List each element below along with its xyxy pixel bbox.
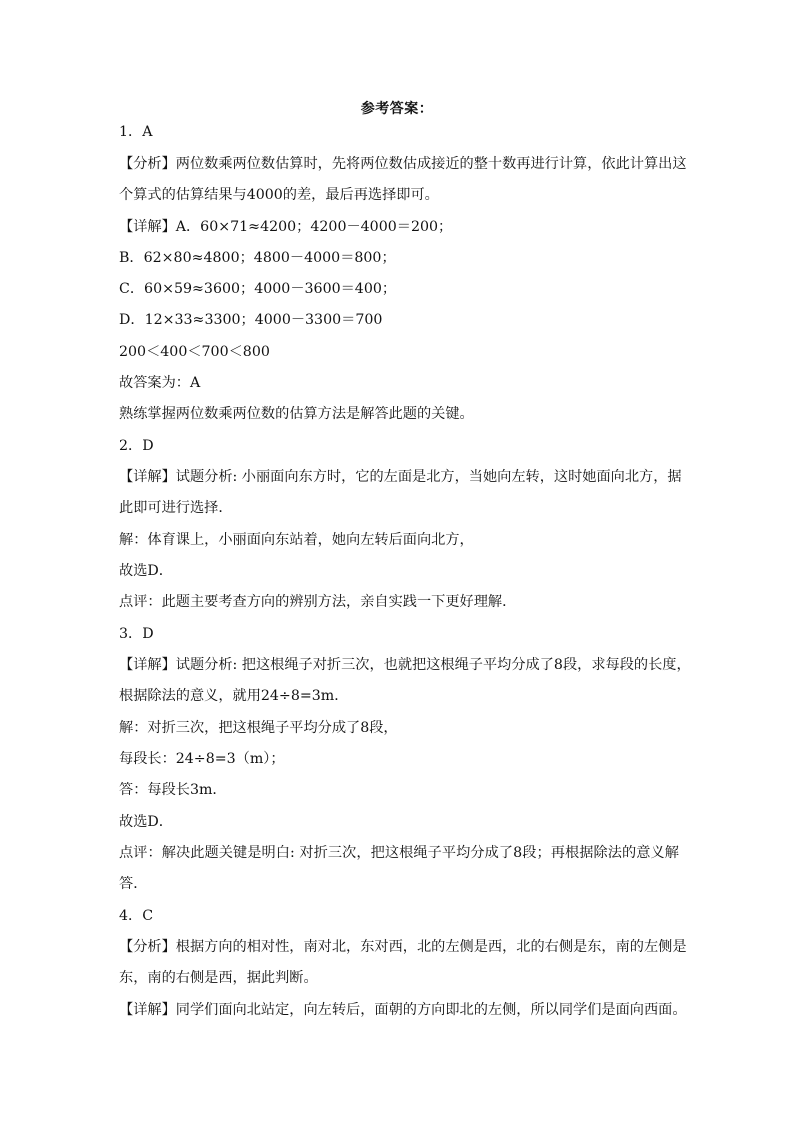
- page-title: 参考答案：: [360, 101, 434, 117]
- comment-line: 点评：此题主要考查方向的辨别方法，亲自实践一下更好理解．: [119, 594, 517, 610]
- comment-line: 点评：解决此题关键是明白: 对折三次，把这根绳子平均分成了8段；再根据除法的意义解: [119, 845, 679, 861]
- detail-line: 【详解】试题分析: 把这根绳子对折三次，也就把这根绳子平均分成了8段，求每段的长度，: [119, 657, 691, 673]
- solution-line: 每段长：24÷8=3（m）；: [119, 751, 285, 767]
- question-number-1: 1．A: [119, 124, 153, 140]
- analysis-line: 个算式的估算结果与4000的差，最后再选择即可。: [119, 187, 439, 203]
- solution-line: 解：体育课上，小丽面向东站着，她向左转后面向北方，: [119, 532, 474, 548]
- question-number-4: 4．C: [119, 908, 154, 924]
- answer-line: 答：每段长3m．: [119, 782, 227, 798]
- detail-line: 【详解】A．60×71≈4200；4200－4000＝200；: [119, 219, 453, 235]
- comparison-line: 200＜400＜700＜800: [119, 344, 270, 360]
- detail-line: 根据除法的意义，就用24÷8=3m．: [119, 688, 349, 704]
- question-number-2: 2．D: [119, 438, 154, 454]
- detail-line: 此即可进行选择．: [119, 500, 233, 516]
- detail-line: 【详解】试题分析: 小丽面向东方时，它的左面是北方，当她向左转，这时她面向北方，据: [119, 469, 682, 485]
- analysis-line: 【分析】根据方向的相对性，南对北，东对西，北的左侧是西，北的右侧是东，南的左侧是: [119, 939, 687, 955]
- analysis-line: 【分析】两位数乘两位数估算时，先将两位数估成接近的整十数再进行计算，依此计算出这: [119, 156, 687, 172]
- detail-line: B．62×80≈4800；4800－4000＝800；: [119, 250, 396, 266]
- answer-line: 故选D．: [119, 814, 173, 830]
- detail-line: 【详解】同学们面向北站定，向左转后，面朝的方向即北的左侧，所以同学们是面向西面。: [119, 1002, 687, 1018]
- answer-line: 故选D．: [119, 563, 173, 579]
- detail-line: D．12×33≈3300；4000－3300＝700: [119, 312, 383, 328]
- detail-line: C．60×59≈3600；4000－3600＝400；: [119, 281, 397, 297]
- answer-line: 故答案为：A: [119, 375, 201, 391]
- comment-line: 答．: [119, 876, 148, 892]
- solution-line: 解：对折三次，把这根绳子平均分成了8段，: [119, 720, 398, 736]
- analysis-line: 东，南的右侧是西，据此判断。: [119, 970, 318, 986]
- question-number-3: 3．D: [119, 626, 154, 642]
- summary-line: 熟练掌握两位数乘两位数的估算方法是解答此题的关键。: [119, 406, 474, 422]
